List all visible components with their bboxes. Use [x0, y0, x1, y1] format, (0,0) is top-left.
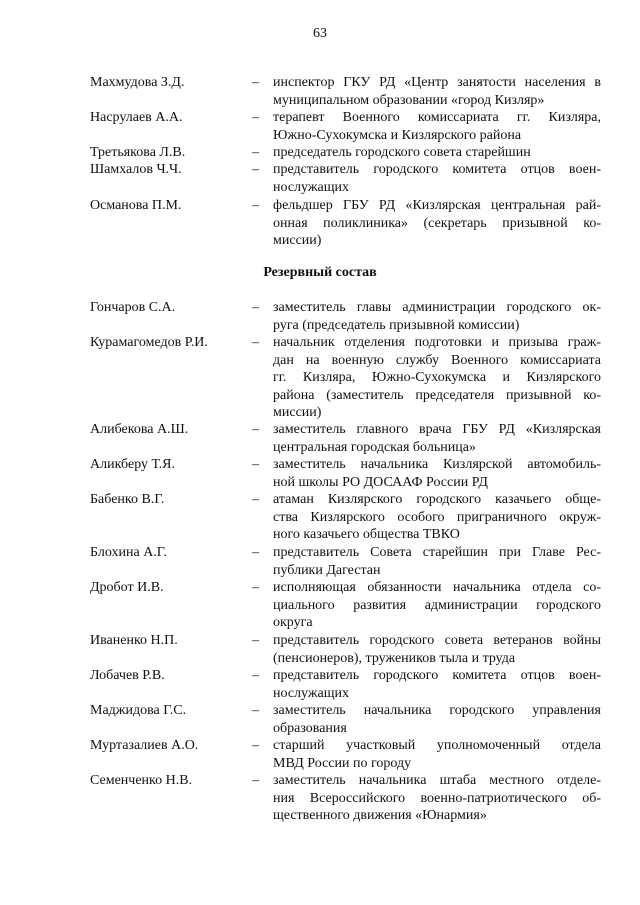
role-line: Южно-Сухокумска и Кизлярского района	[273, 127, 522, 143]
role-line: заместитель главы администрации городского ок-	[273, 300, 601, 315]
dash-separator: –	[252, 162, 259, 177]
member-name: Дробот И.В.	[90, 580, 164, 595]
member-name: Шамхалов Ч.Ч.	[90, 162, 182, 177]
role-line: ства Кизлярского особого приграничного окруж-	[273, 509, 601, 525]
dash-separator: –	[252, 75, 259, 90]
dash-separator: –	[252, 422, 259, 437]
reserve-section-heading: Резервный состав	[263, 265, 377, 280]
dash-separator: –	[252, 145, 259, 160]
role-line: МВД России по городу	[273, 755, 412, 771]
member-name: Иваненко Н.П.	[90, 633, 178, 648]
member-role	[273, 544, 601, 579]
member-role	[273, 161, 601, 196]
member-role	[273, 109, 601, 144]
role-line: миссии)	[273, 233, 322, 248]
role-line: циального развития администрации городского	[273, 597, 601, 613]
member-name: Муртазалиев А.О.	[90, 738, 199, 753]
dash-separator: –	[252, 198, 259, 213]
member-role	[273, 632, 601, 667]
role-line: образования	[273, 720, 347, 736]
role-line: центральная городская больница»	[273, 439, 476, 455]
member-name: Насрулаев А.А.	[90, 110, 183, 125]
role-line: ной школы РО ДОСААФ России РД	[273, 474, 488, 490]
role-line: района (заместитель председателя призывной ко-	[273, 387, 601, 403]
role-line: представитель городского совета ветеранов войны	[273, 633, 601, 648]
role-line: заместитель начальника Кизлярской автомобиль-	[273, 457, 601, 472]
member-role	[273, 197, 601, 250]
member-role	[273, 456, 601, 491]
dash-separator: –	[252, 335, 259, 350]
member-name: Бабенко В.Г.	[90, 492, 165, 507]
dash-separator: –	[252, 580, 259, 595]
member-role	[273, 737, 601, 772]
role-line: инспектор ГКУ РД «Центр занятости населения в	[273, 75, 601, 90]
role-line: терапевт Военного комиссариата гг. Кизляра,	[273, 110, 601, 125]
role-line: муниципальном образовании «город Кизляр»	[273, 92, 545, 108]
role-line: округа	[273, 615, 313, 630]
member-name: Махмудова З.Д.	[90, 75, 185, 90]
role-line: председатель городского совета старейшин	[273, 145, 531, 160]
dash-separator: –	[252, 545, 259, 560]
member-name: Аликберу Т.Я.	[90, 457, 175, 472]
role-line: ного казачьего общества ТВКО	[273, 527, 460, 542]
role-line: нослужащих	[273, 685, 350, 701]
role-line: представитель городского комитета отцов воен-	[273, 162, 601, 177]
dash-separator: –	[252, 457, 259, 472]
member-name: Третьякова Л.В.	[90, 145, 186, 160]
role-line: представитель городского комитета отцов воен-	[273, 668, 601, 683]
member-role	[273, 421, 601, 456]
member-name: Маджидова Г.С.	[90, 703, 187, 718]
role-line: публики Дагестан	[273, 562, 381, 578]
member-role	[273, 667, 601, 702]
member-role	[273, 579, 601, 632]
role-line: исполняющая обязанности начальника отдела со-	[273, 580, 601, 595]
role-line: атаман Кизлярского городского казачьего обще-	[273, 492, 601, 507]
role-line: заместитель начальника штаба местного отделе-	[273, 773, 601, 788]
role-line: щественного движения «Юнармия»	[273, 808, 487, 823]
role-line: старший участковый уполномоченный отдела	[273, 738, 601, 753]
role-line: миссии)	[273, 405, 322, 420]
role-line: онная поликлиника» (секретарь призывной ко-	[273, 215, 601, 231]
role-line: гг. Кизляра, Южно-Сухокумска и Кизлярского	[273, 370, 601, 385]
member-name: Османова П.М.	[90, 198, 182, 213]
role-line: руга (председатель призывной комиссии)	[273, 317, 520, 333]
member-name: Блохина А.Г.	[90, 545, 167, 560]
role-line: фельдшер ГБУ РД «Кизлярская центральная рай-	[273, 198, 601, 213]
member-role	[273, 334, 601, 422]
member-role	[273, 702, 601, 737]
dash-separator: –	[252, 703, 259, 718]
role-line: начальник отделения подготовки и призыва граж-	[273, 335, 601, 350]
role-line: (пенсионеров), тружеников тыла и труда	[273, 650, 516, 666]
member-role	[273, 144, 601, 162]
member-role	[273, 491, 601, 544]
member-role	[273, 772, 601, 825]
member-role	[273, 74, 601, 109]
role-line: ния Всероссийского военно-патриотического об-	[273, 790, 601, 806]
dash-separator: –	[252, 773, 259, 788]
dash-separator: –	[252, 738, 259, 753]
member-name: Лобачев Р.В.	[90, 668, 165, 683]
member-name: Гончаров С.А.	[90, 300, 176, 315]
dash-separator: –	[252, 633, 259, 648]
role-line: дан на военную службу Военного комиссариата	[273, 352, 601, 368]
page-number: 63	[313, 26, 327, 41]
dash-separator: –	[252, 492, 259, 507]
dash-separator: –	[252, 110, 259, 125]
dash-separator: –	[252, 668, 259, 683]
role-line: представитель Совета старейшин при Главе Рес-	[273, 545, 601, 560]
role-line: заместитель начальника городского управления	[273, 703, 601, 718]
dash-separator: –	[252, 300, 259, 315]
member-name: Курамагомедов Р.И.	[90, 335, 208, 350]
member-name: Алибекова А.Ш.	[90, 422, 189, 437]
member-role	[273, 299, 601, 334]
member-name: Семенченко Н.В.	[90, 773, 193, 788]
role-line: заместитель главного врача ГБУ РД «Кизлярская	[273, 422, 601, 437]
role-line: нослужащих	[273, 179, 350, 195]
